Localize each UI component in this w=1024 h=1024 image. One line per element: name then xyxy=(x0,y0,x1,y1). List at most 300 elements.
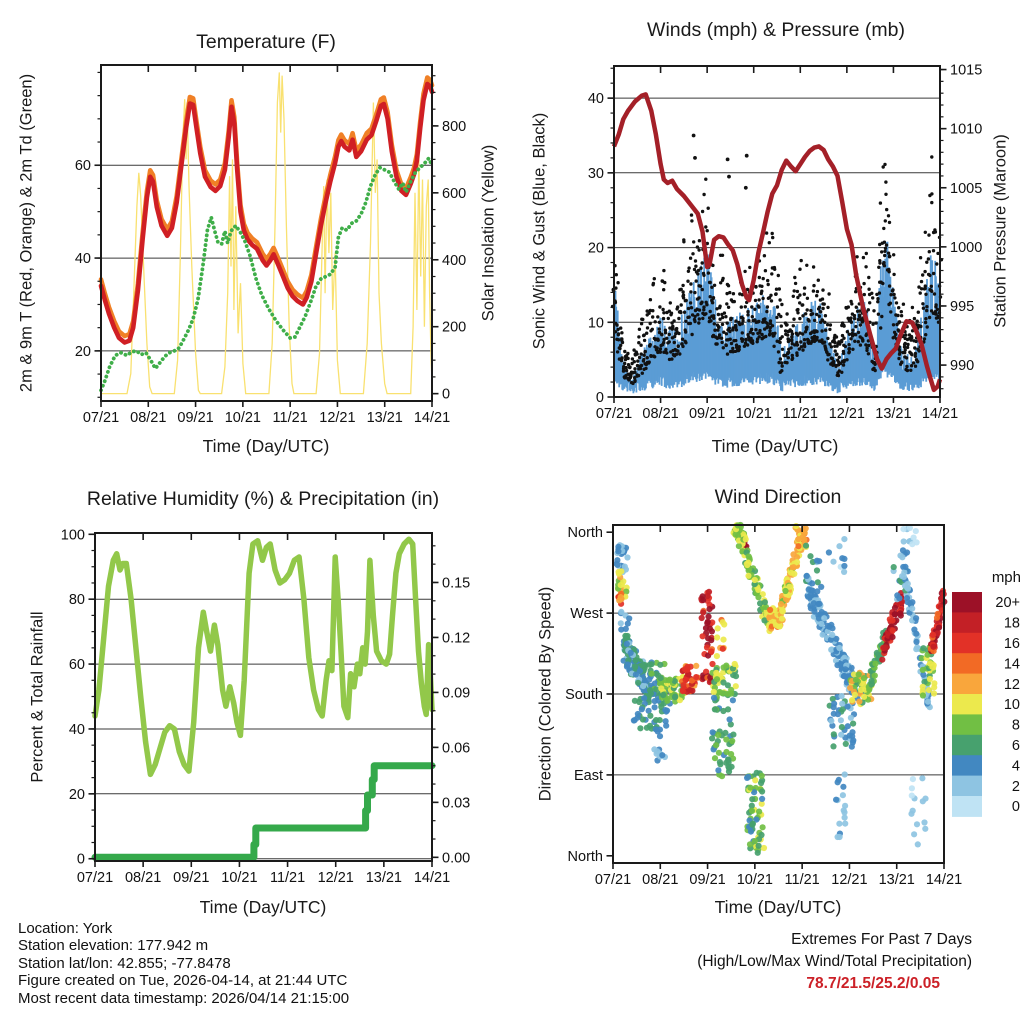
gust-dot xyxy=(734,319,737,322)
colorbar-label: 2 xyxy=(1011,778,1020,795)
direction-dot xyxy=(901,538,907,544)
direction-dot xyxy=(929,664,935,670)
y-tick-label: 20 xyxy=(68,786,85,803)
gust-dot xyxy=(734,325,737,328)
gust-dot xyxy=(853,314,856,317)
gust-dot xyxy=(803,342,806,345)
direction-dot xyxy=(727,716,733,722)
gust-dot xyxy=(649,322,652,325)
gust-dot xyxy=(895,301,898,304)
gust-dot xyxy=(835,335,838,338)
colorbar-swatch xyxy=(952,592,982,613)
gust-dot xyxy=(672,319,675,322)
direction-dot xyxy=(894,592,900,598)
gust-dot xyxy=(935,262,938,265)
direction-dot xyxy=(819,609,825,615)
gust-dot xyxy=(725,302,728,305)
gust-dot xyxy=(922,307,925,310)
direction-dot xyxy=(777,623,783,629)
x-tick-label: 11/21 xyxy=(782,406,818,422)
direction-dot xyxy=(646,676,652,682)
direction-dot xyxy=(833,797,839,803)
y-tick-label: 40 xyxy=(587,91,604,108)
direction-dot xyxy=(839,693,845,699)
direction-dot xyxy=(714,634,720,640)
gust-dot xyxy=(617,332,620,335)
direction-dot xyxy=(759,796,765,802)
direction-dot xyxy=(712,706,718,712)
gust-dot xyxy=(768,241,771,244)
y-tick-label: South xyxy=(565,687,603,703)
direction-dot xyxy=(900,526,906,532)
gust-dot xyxy=(930,285,933,288)
gust-dot xyxy=(763,317,766,320)
gust-outlier-dot xyxy=(744,186,748,190)
gust-outlier-dot xyxy=(745,154,749,158)
direction-dot xyxy=(715,732,721,738)
gust-dot xyxy=(667,317,670,320)
direction-dot xyxy=(616,597,622,603)
gust-dot xyxy=(741,319,744,322)
direction-dot xyxy=(705,614,711,620)
direction-dot xyxy=(840,784,846,790)
colorbar-swatch xyxy=(952,735,982,756)
gust-dot xyxy=(716,323,719,326)
gust-dot xyxy=(764,269,767,272)
gust-dot xyxy=(664,331,667,334)
direction-dot xyxy=(909,793,915,799)
x-tick-label: 08/21 xyxy=(124,870,162,886)
gust-dot xyxy=(823,341,826,344)
gust-dot xyxy=(805,264,808,267)
gust-dot xyxy=(877,266,880,269)
gust-dot xyxy=(823,321,826,324)
direction-dot xyxy=(830,743,836,749)
gust-dot xyxy=(919,325,922,328)
y-tick-label: 0.06 xyxy=(442,740,471,757)
gust-dot xyxy=(897,306,900,309)
x-tick-label: 14/21 xyxy=(413,870,451,886)
gust-dot xyxy=(787,351,790,354)
gust-dot xyxy=(773,268,776,271)
winds-ylabel-left: Sonic Wind & Gust (Blue, Black) xyxy=(530,112,549,350)
gust-dot xyxy=(711,301,714,304)
gust-dot xyxy=(906,346,909,349)
gust-dot xyxy=(766,305,769,308)
gust-dot xyxy=(676,349,679,352)
gust-dot xyxy=(812,265,815,268)
gust-dot xyxy=(722,346,725,349)
gust-dot xyxy=(926,325,929,328)
gust-dot xyxy=(658,327,661,330)
gust-dot xyxy=(812,289,815,292)
gust-dot xyxy=(780,324,783,327)
direction-dot xyxy=(736,543,742,549)
gust-dot xyxy=(934,230,937,233)
direction-dot xyxy=(835,834,841,840)
direction-dot xyxy=(872,661,878,667)
x-tick-label: 12/21 xyxy=(831,872,868,888)
gust-dot xyxy=(776,305,779,308)
direction-dot xyxy=(714,676,720,682)
gust-dot xyxy=(885,208,888,211)
gust-dot xyxy=(816,290,819,293)
direction-dot xyxy=(861,694,867,700)
gust-dot xyxy=(750,305,753,308)
direction-dot xyxy=(913,528,919,534)
gust-dot xyxy=(880,315,883,318)
direction-dot xyxy=(909,785,915,791)
gust-dot xyxy=(617,338,620,341)
gust-dot xyxy=(853,340,856,343)
plot-frame xyxy=(95,533,432,861)
gust-dot xyxy=(885,243,888,246)
gust-dot xyxy=(652,355,655,358)
gust-dot xyxy=(849,316,852,319)
gust-dot xyxy=(825,350,828,353)
gust-dot xyxy=(652,282,655,285)
direction-dot xyxy=(730,732,736,738)
gust-dot xyxy=(762,336,765,339)
gust-dot xyxy=(857,340,860,343)
direction-dot xyxy=(836,543,842,549)
direction-dot xyxy=(805,594,811,600)
gust-dot xyxy=(874,321,877,324)
gust-dot xyxy=(651,315,654,318)
direction-dot xyxy=(657,662,663,668)
gust-dot xyxy=(644,350,647,353)
direction-dot xyxy=(814,567,820,573)
gust-dot xyxy=(818,306,821,309)
y-tick-label: 10 xyxy=(587,315,604,332)
gust-dot xyxy=(738,345,741,348)
gust-dot xyxy=(849,300,852,303)
gust-dot xyxy=(891,288,894,291)
direction-dot xyxy=(861,675,867,681)
gust-dot xyxy=(704,178,707,181)
gust-dot xyxy=(821,288,824,291)
gust-dot xyxy=(887,214,890,217)
gust-dot xyxy=(830,345,833,348)
direction-dot xyxy=(658,675,664,681)
gust-dot xyxy=(924,293,927,296)
gust-dot xyxy=(842,363,845,366)
direction-dot xyxy=(649,661,655,667)
gust-dot xyxy=(801,348,804,351)
direction-dot xyxy=(640,662,646,668)
gust-dot xyxy=(780,303,783,306)
gust-dot xyxy=(720,337,723,340)
gust-dot xyxy=(689,301,692,304)
y-tick-label: North xyxy=(567,848,603,865)
gust-dot xyxy=(799,340,802,343)
gust-dot xyxy=(880,250,883,253)
direction-dot xyxy=(920,692,926,698)
gust-dot xyxy=(633,360,636,363)
gust-dot xyxy=(669,301,672,304)
gust-dot xyxy=(826,337,829,340)
direction-dot xyxy=(745,774,751,780)
gust-dot xyxy=(780,361,783,364)
direction-dot xyxy=(755,850,761,856)
gust-dot xyxy=(823,302,826,305)
gust-dot xyxy=(709,310,712,313)
gust-dot xyxy=(904,333,907,336)
y-tick-label: 0 xyxy=(76,851,85,868)
gust-dot xyxy=(864,343,867,346)
gust-dot xyxy=(923,337,926,340)
gust-dot xyxy=(925,305,928,308)
gust-dot xyxy=(920,280,923,283)
gust-dot xyxy=(893,296,896,299)
colorbar-swatch xyxy=(952,694,982,715)
direction-dot xyxy=(647,687,653,693)
colorbar-label: 20+ xyxy=(995,595,1020,612)
direction-dot xyxy=(842,815,848,821)
gust-dot xyxy=(633,367,636,370)
gust-dot xyxy=(665,337,668,340)
series-solar-insolation-yellow- xyxy=(101,72,432,393)
gust-dot xyxy=(747,319,750,322)
gust-dot xyxy=(879,201,882,204)
x-tick-label: 08/21 xyxy=(642,872,679,888)
direction-dot xyxy=(911,831,917,837)
gust-dot xyxy=(640,322,643,325)
gust-dot xyxy=(696,313,699,316)
gust-dot xyxy=(647,312,650,315)
direction-dot xyxy=(868,681,874,687)
direction-dot xyxy=(755,587,761,593)
gust-dot xyxy=(697,248,700,251)
gust-dot xyxy=(725,344,728,347)
gust-dot xyxy=(798,317,801,320)
gust-dot xyxy=(761,297,764,300)
gust-dot xyxy=(786,333,789,336)
y-tick-label: 0.09 xyxy=(442,685,471,702)
gust-dot xyxy=(726,321,729,324)
gust-dot xyxy=(704,312,707,315)
colorbar-swatch xyxy=(952,755,982,776)
gust-dot xyxy=(838,356,841,359)
y-tick-label: 1005 xyxy=(950,180,983,197)
direction-dot xyxy=(831,704,837,710)
direction-dot xyxy=(841,569,847,575)
gust-dot xyxy=(735,328,738,331)
gust-dot xyxy=(726,283,729,286)
direction-dot xyxy=(935,611,941,617)
direction-dot xyxy=(845,723,851,729)
gust-dot xyxy=(658,321,661,324)
gust-dot xyxy=(849,337,852,340)
direction-dot xyxy=(829,625,835,631)
direction-dot xyxy=(931,690,937,696)
humidity-precip-plot xyxy=(0,490,512,924)
direction-dot xyxy=(849,744,855,750)
gust-dot xyxy=(689,290,692,293)
gust-dot xyxy=(751,332,754,335)
direction-dot xyxy=(700,593,706,599)
gust-dot xyxy=(793,289,796,292)
direction-dot xyxy=(725,682,731,688)
direction-dot xyxy=(925,699,931,705)
gust-dot xyxy=(699,285,702,288)
direction-dot xyxy=(652,704,658,710)
gust-dot xyxy=(884,247,887,250)
gust-dot xyxy=(792,324,795,327)
direction-dot xyxy=(839,724,845,730)
gust-dot xyxy=(934,303,937,306)
gust-dot xyxy=(889,302,892,305)
direction-dot xyxy=(818,621,824,627)
gust-dot xyxy=(892,293,895,296)
gust-dot xyxy=(879,281,882,284)
wind-direction-plot xyxy=(512,490,1024,924)
gust-dot xyxy=(798,293,801,296)
gust-dot xyxy=(740,305,743,308)
gust-dot xyxy=(683,311,686,314)
gust-dot xyxy=(820,329,823,332)
gust-dot xyxy=(898,350,901,353)
gust-dot xyxy=(842,324,845,327)
gust-dot xyxy=(930,309,933,312)
colorbar-swatch xyxy=(952,633,982,654)
direction-dot xyxy=(730,697,736,703)
gust-dot xyxy=(910,335,913,338)
direction-dot xyxy=(891,564,897,570)
gust-dot xyxy=(616,350,619,353)
x-tick-label: 13/21 xyxy=(365,870,403,886)
gust-dot xyxy=(754,285,757,288)
gust-dot xyxy=(929,289,932,292)
gust-dot xyxy=(791,332,794,335)
direction-dot xyxy=(852,692,858,698)
direction-dot xyxy=(713,742,719,748)
gust-dot xyxy=(640,364,643,367)
direction-dot xyxy=(762,599,768,605)
gust-dot xyxy=(779,357,782,360)
gust-dot xyxy=(861,339,864,342)
gust-dot xyxy=(741,331,744,334)
gust-dot xyxy=(696,272,699,275)
direction-dot xyxy=(815,601,821,607)
gust-dot xyxy=(693,320,696,323)
direction-dot xyxy=(745,573,751,579)
direction-dot xyxy=(892,611,898,617)
series-9m-t-orange- xyxy=(101,78,432,337)
gust-dot xyxy=(924,231,927,234)
gust-dot xyxy=(827,292,830,295)
gust-outlier-dot xyxy=(726,158,730,162)
gust-dot xyxy=(828,328,831,331)
colorbar-label: 10 xyxy=(1003,697,1020,714)
gust-dot xyxy=(675,327,678,330)
gust-dot xyxy=(651,309,654,312)
direction-dot xyxy=(848,715,854,721)
gust-dot xyxy=(629,374,632,377)
gust-dot xyxy=(779,315,782,318)
direction-dot xyxy=(930,644,936,650)
gust-dot xyxy=(690,333,693,336)
gust-dot xyxy=(682,238,685,241)
gust-dot xyxy=(824,346,827,349)
gust-dot xyxy=(853,317,856,320)
gust-dot xyxy=(694,265,697,268)
wind-direction-title: Wind Direction xyxy=(714,486,842,508)
direction-dot xyxy=(841,556,847,562)
winds-title: Winds (mph) & Pressure (mb) xyxy=(647,19,905,41)
gust-dot xyxy=(848,347,851,350)
direction-dot xyxy=(779,616,785,622)
gust-dot xyxy=(928,316,931,319)
gust-dot xyxy=(686,280,689,283)
direction-dot xyxy=(927,676,933,682)
y-tick-label: 60 xyxy=(68,657,85,674)
x-tick-label: 10/21 xyxy=(735,406,772,422)
gust-dot xyxy=(662,317,665,320)
gust-dot xyxy=(771,232,774,235)
gust-dot xyxy=(830,357,833,360)
colorbar-label: 0 xyxy=(1011,799,1020,816)
direction-dot xyxy=(795,543,801,549)
direction-dot xyxy=(663,718,669,724)
gust-dot xyxy=(620,331,623,334)
gust-dot xyxy=(729,317,732,320)
gust-dot xyxy=(757,298,760,301)
x-tick-label: 07/21 xyxy=(82,410,120,426)
gust-dot xyxy=(687,266,690,269)
gust-dot xyxy=(806,297,809,300)
gust-dot xyxy=(762,277,765,280)
gust-dot xyxy=(892,253,895,256)
gust-dot xyxy=(876,300,879,303)
gust-outlier-dot xyxy=(692,134,696,138)
x-tick-label: 11/21 xyxy=(784,872,820,888)
gust-dot xyxy=(873,363,876,366)
direction-dot xyxy=(905,586,911,592)
gust-dot xyxy=(882,227,885,230)
gust-dot xyxy=(706,229,709,232)
gust-dot xyxy=(876,297,879,300)
y-tick-label: 1000 xyxy=(950,239,983,256)
colorbar-swatch xyxy=(952,653,982,674)
gust-dot xyxy=(898,320,901,323)
gust-dot xyxy=(721,316,724,319)
direction-dot xyxy=(828,647,834,653)
gust-dot xyxy=(661,308,664,311)
gust-dot xyxy=(889,293,892,296)
gust-dot xyxy=(679,310,682,313)
direction-dot xyxy=(804,573,810,579)
direction-dot xyxy=(778,601,784,607)
y-tick-label: 400 xyxy=(442,252,467,269)
gust-dot xyxy=(674,332,677,335)
gust-dot xyxy=(746,310,749,313)
gust-dot xyxy=(681,284,684,287)
gust-dot xyxy=(892,273,895,276)
gust-dot xyxy=(878,261,881,264)
direction-dot xyxy=(618,609,624,615)
gust-dot xyxy=(645,332,648,335)
gust-dot xyxy=(871,296,874,299)
direction-dot xyxy=(667,677,673,683)
gust-dot xyxy=(741,338,744,341)
gust-dot xyxy=(701,317,704,320)
gust-dot xyxy=(805,326,808,329)
gust-dot xyxy=(796,308,799,311)
gust-dot xyxy=(764,320,767,323)
gust-dot xyxy=(815,336,818,339)
gust-dot xyxy=(765,310,768,313)
